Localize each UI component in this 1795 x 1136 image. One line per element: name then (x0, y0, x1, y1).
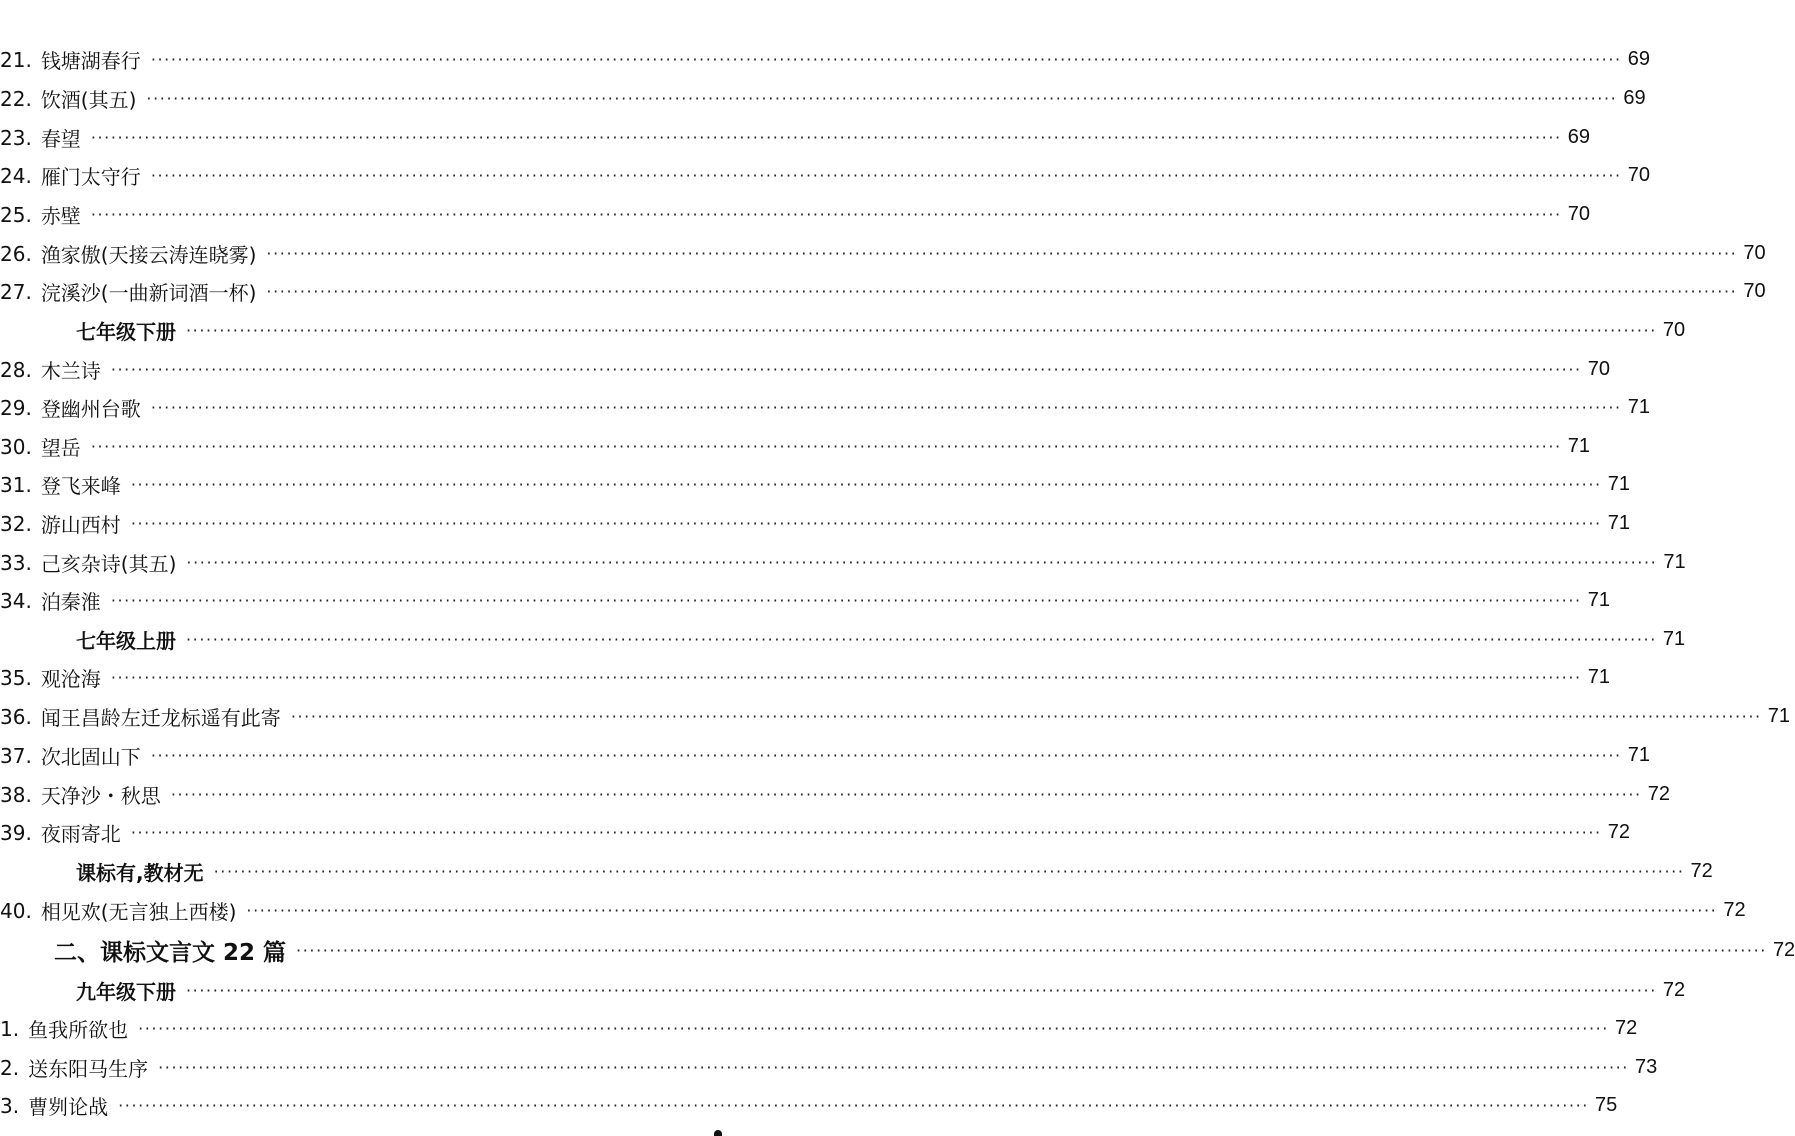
toc-entry[interactable] (76, 620, 1686, 659)
toc-entry[interactable] (0, 697, 1790, 736)
dot-leader: ···························································································································································································································· (296, 941, 1767, 960)
dot-leader: ···························································································································································································································· (150, 166, 1622, 185)
toc-entry[interactable] (0, 775, 1670, 814)
dot-leader: ···························································································································································································································· (186, 630, 1657, 649)
toc-entry-title: 饮酒(其五) (40, 88, 137, 112)
toc-entry-page-number: 72 (1690, 860, 1713, 882)
dot-leader: ···························································································································································································································· (150, 398, 1622, 417)
toc-entry-number: 35. (0, 665, 32, 690)
toc-entry-page-number: 71 (1627, 744, 1650, 766)
toc-entry[interactable] (0, 1086, 1618, 1125)
dot-leader: ···························································································································································································································· (110, 668, 1582, 687)
dot-leader: ···························································································································································································································· (130, 475, 1602, 494)
toc-entry-page-number: 72 (1615, 1017, 1638, 1039)
toc-entry-number: 40. (0, 898, 32, 923)
dot-leader: ···························································································································································································································· (130, 514, 1602, 533)
toc-entry-number: 2. (0, 1055, 20, 1080)
dot-leader: ···························································································································································································································· (290, 707, 1762, 726)
dot-leader: ···························································································································································································································· (138, 1019, 1609, 1038)
toc-entry[interactable] (0, 79, 1646, 118)
dot-leader: ···························································································································································································································· (110, 360, 1582, 379)
toc-entry-number: 27. (0, 279, 32, 304)
toc-entry-number: 37. (0, 743, 32, 768)
dot-leader: ···························································································································································································································· (90, 205, 1562, 224)
toc-entry-page-number: 70 (1567, 203, 1590, 225)
toc-entry-number: 1. (0, 1016, 20, 1041)
dot-leader: ···························································································································································································································· (266, 282, 1738, 301)
toc-entry[interactable] (0, 658, 1610, 697)
toc-entry-title: 闻王昌龄左迁龙标遥有此寄 (40, 706, 281, 730)
dot-leader: ···························································································································································································································· (186, 981, 1657, 1000)
dot-leader: ···························································································································································································································· (266, 244, 1738, 263)
dot-leader: ···························································································································································································································· (186, 553, 1658, 572)
dot-leader: ···························································································································································································································· (130, 823, 1602, 842)
dot-leader: ···························································································································································································································· (110, 591, 1582, 610)
toc-entry-number: 30. (0, 434, 32, 459)
toc-entry-number: 28. (0, 357, 32, 382)
toc-entry[interactable] (0, 543, 1686, 582)
toc-entry-title: 观沧海 (40, 667, 101, 691)
toc-entry-page-number: 71 (1587, 589, 1610, 611)
toc-entry[interactable] (0, 195, 1590, 234)
dot-leader: ···························································································································································································································· (186, 321, 1657, 340)
toc-entry-title: 游山西村 (40, 513, 121, 537)
toc-entry-title: 春望 (40, 127, 81, 151)
toc-entry-number: 23. (0, 125, 32, 150)
toc-entry-number: 29. (0, 395, 32, 420)
toc-entry-page-number: 72 (1723, 899, 1746, 921)
toc-entry-title: 二、课标文言文 22 篇 (54, 940, 287, 966)
toc-entry-page-number: 72 (1647, 783, 1670, 805)
dot-leader: ···························································································································································································································· (90, 128, 1562, 147)
toc-entry-page-number: 71 (1567, 435, 1590, 457)
toc-entry-number: 22. (0, 86, 32, 111)
toc-entry[interactable] (0, 234, 1766, 273)
toc-entry[interactable] (0, 118, 1590, 157)
toc-entry[interactable] (0, 736, 1650, 775)
toc-entry-title: 七年级下册 (76, 320, 176, 344)
toc-entry-number: 3. (0, 1093, 20, 1118)
toc-entry-page-number: 71 (1627, 396, 1650, 418)
toc-entry-title: 天净沙・秋思 (40, 784, 161, 808)
toc-entry-title: 相见欢(无言独上西楼) (40, 900, 237, 924)
toc-entry-page-number: 70 (1743, 242, 1766, 264)
toc-entry[interactable] (0, 465, 1630, 504)
toc-entry[interactable] (0, 156, 1650, 195)
toc-entry[interactable] (76, 971, 1686, 1010)
toc-entry-page-number: 70 (1743, 280, 1766, 302)
dot-leader: ···························································································································································································································· (146, 89, 1618, 108)
toc-entry-number: 39. (0, 820, 32, 845)
toc-entry-title: 钱塘湖春行 (40, 49, 141, 73)
toc-entry-page-number: 71 (1587, 666, 1610, 688)
toc-entry-number: 26. (0, 241, 32, 266)
toc-entry-page-number: 71 (1767, 705, 1790, 727)
dot-leader: ···························································································································································································································· (90, 437, 1562, 456)
dot-leader: ···························································································································································································································· (150, 746, 1622, 765)
toc-entry[interactable] (0, 581, 1610, 620)
toc-entry-number: 21. (0, 47, 32, 72)
toc-entry[interactable] (76, 852, 1713, 891)
toc-entry-title: 赤壁 (40, 204, 81, 228)
toc-entry-title: 木兰诗 (40, 359, 101, 383)
dot-leader: ···························································································································································································································· (150, 50, 1622, 69)
toc-entry-title: 次北固山下 (40, 745, 141, 769)
toc-entry-number: 36. (0, 704, 32, 729)
toc-entry-title: 七年级上册 (76, 629, 176, 653)
dot-leader: ···························································································································································································································· (170, 785, 1642, 804)
toc-entry-title: 雁门太守行 (40, 165, 141, 189)
toc-entry-title: 曹刿论战 (28, 1095, 109, 1119)
toc-entry-page-number: 70 (1627, 164, 1650, 186)
toc-entry-title: 登飞来峰 (40, 474, 121, 498)
toc-entry-title: 送东阳马生序 (28, 1057, 149, 1081)
toc-entry-title: 泊秦淮 (40, 590, 101, 614)
toc-entry-title: 课标有,教材无 (76, 861, 204, 885)
dot-leader: ···························································································································································································································· (158, 1058, 1629, 1077)
toc-entry-page-number: 71 (1607, 512, 1630, 534)
dot-leader: ···························································································································································································································· (118, 1096, 1589, 1115)
toc-entry-page-number: 71 (1663, 551, 1686, 573)
toc-entry-page-number: 69 (1623, 87, 1646, 109)
dot-leader: ···························································································································································································································· (213, 862, 1685, 881)
toc-entry-number: 24. (0, 163, 32, 188)
toc-entry-title: 夜雨寄北 (40, 822, 121, 846)
toc-entry[interactable] (54, 931, 1795, 970)
toc-entry-title: 渔家傲(天接云涛连晓雾) (40, 243, 257, 267)
toc-entry-page-number: 70 (1662, 319, 1686, 341)
toc-entry-page-number: 72 (1772, 939, 1795, 961)
toc-entry[interactable] (0, 350, 1610, 389)
toc-entry-page-number: 70 (1587, 358, 1610, 380)
toc-entry-number: 38. (0, 782, 32, 807)
toc-entry-number: 34. (0, 588, 32, 613)
toc-entry[interactable] (0, 504, 1630, 543)
toc-entry-page-number: 72 (1662, 979, 1686, 1001)
toc-entry-number: 31. (0, 472, 32, 497)
toc-entry[interactable] (0, 813, 1630, 852)
toc-entry-page-number: 69 (1567, 126, 1590, 148)
toc-entry[interactable] (0, 388, 1650, 427)
toc-entry-title: 登幽州台歌 (40, 397, 141, 421)
toc-entry-page-number: 75 (1595, 1094, 1618, 1116)
toc-entry-page-number: 69 (1627, 48, 1650, 70)
toc-entry-title: 九年级下册 (76, 980, 176, 1004)
dot-leader: ···························································································································································································································· (246, 901, 1718, 920)
toc-entry-page-number: 72 (1607, 821, 1630, 843)
toc-entry-page-number: 73 (1635, 1056, 1658, 1078)
toc-entry-title: 浣溪沙(一曲新词酒一杯) (40, 281, 257, 305)
toc-entry[interactable] (0, 891, 1746, 930)
toc-entry-page-number: 71 (1662, 628, 1686, 650)
toc-entry[interactable] (0, 272, 1766, 311)
toc-entry[interactable] (0, 1009, 1638, 1048)
toc-entry-title: 鱼我所欲也 (28, 1018, 129, 1042)
toc-entry-number: 33. (0, 550, 32, 575)
page-number-fragment (714, 1130, 722, 1136)
toc-entry-title: 望岳 (40, 436, 81, 460)
toc-entry-page-number: 71 (1607, 473, 1630, 495)
toc-entry[interactable] (0, 427, 1590, 466)
toc-entry-number: 25. (0, 202, 32, 227)
toc-entry-title: 己亥杂诗(其五) (40, 552, 177, 576)
toc-entry[interactable] (0, 1048, 1658, 1087)
toc-entry-number: 32. (0, 511, 32, 536)
toc-entry[interactable] (76, 311, 1686, 350)
toc-entry[interactable] (0, 40, 1650, 79)
